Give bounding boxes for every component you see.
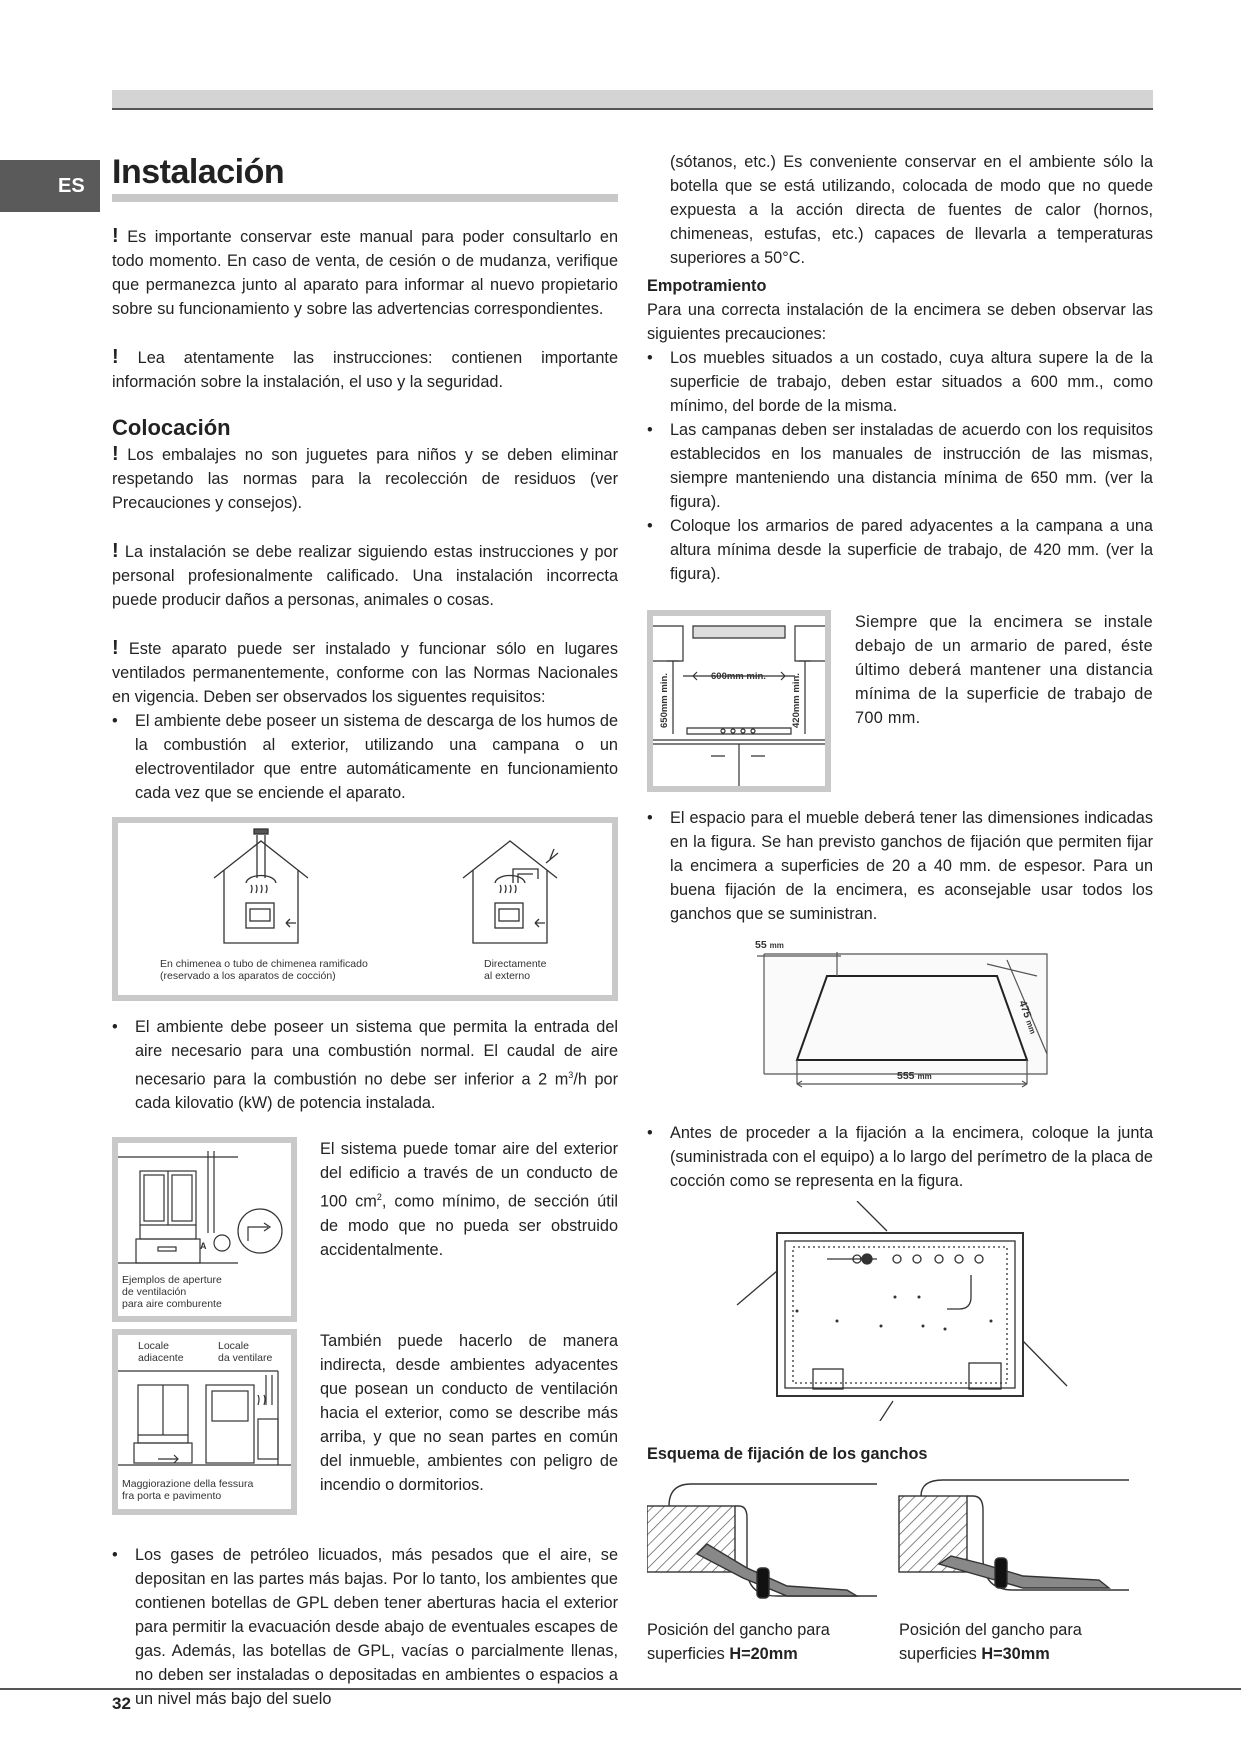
section-hook-scheme: Esquema de fijación de los ganchos: [647, 1445, 928, 1463]
left-column: [112, 150, 618, 1711]
paragraph-empotramiento: Para una correcta instalación de la encimera se deben observar las siguientes precauciones:: [647, 301, 1153, 343]
bullet-wall-cabinets: • Coloque los armarios de pared adyacentes a la campana a una altura mínima desde la superficie de trabajo, de 420 mm. (ver la figura).: [647, 514, 1153, 586]
figure-adjacent-room: [112, 1329, 297, 1515]
paragraph-manual: ! Es importante conservar este manual para poder consultarlo en todo momento. En caso de venta, de cesión o de mudanza, verifique que permanezca junto al aparato para informar al nuevo propietario sobre su funcionamiento y sobre las advertencias correspondientes.: [112, 225, 619, 318]
right-column-lower: [647, 274, 1153, 1670]
hook-caption-30mm: Posición del gancho para superficies H=30mm: [899, 1621, 1082, 1663]
dim-600: 600mm min.: [711, 671, 766, 682]
paragraph-qualified-personnel: ! La instalación se debe realizar siguiendo estas instrucciones y por personal profesionalmente calificado. Una instalación incorrecta puede producir daños a personas, animales o cosas.: [112, 540, 618, 609]
bullet-cutout-dimensions: • El espacio para el mueble deberá tener las dimensiones indicadas en la figura. Se han previsto ganchos de fijación que permiten fijar la encimera a superficies de 20 a 40 mm. de espesor. Para un buena fijación de la encimera, es aconsejable usar todos los ganchos que se suministran.: [647, 806, 1153, 926]
hook-diagrams: [647, 1478, 1153, 1618]
dim-420: 420mm min.: [791, 673, 802, 728]
fig1-caption-left-1: En chimenea o tubo de chimenea ramificado: [160, 958, 368, 970]
fig3-label-1b: adiacente: [138, 1352, 184, 1365]
header-bar: [112, 90, 1153, 110]
paragraph-read-instructions: ! Lea atentamente las instrucciones: contienen importante información sobre la instalación, el uso y la seguridad.: [112, 346, 618, 391]
paragraph-indirect-air: También puede hacerlo de manera indirecta, desde ambientes adyacentes que posean un conducto de ventilación hacia el exterior, como se describe más arriba, y que no sean partes en común del inmueble, ambientes con peligro de incendio o dormitorios.: [320, 1332, 618, 1495]
chimney-diagram: [118, 823, 612, 995]
figure-chimney: [112, 817, 618, 1001]
paragraph-packaging: ! Los embalajes no son juguetes para niños y se deben eliminar respetando las normas para la recolección de residuos (ver Precauciones y consejos).: [112, 443, 618, 512]
figure-clearances: [647, 610, 831, 792]
paragraph-exterior-air: El sistema puede tomar aire del exterior del edificio a través de un conducto de 100 $cm^2$, como mínimo, de sección útil de modo que no pueda ser obstruido accidentalmente.: [320, 1140, 618, 1259]
fig2-caption-1: Ejemplos de aperture: [122, 1274, 222, 1287]
page-number: 32: [112, 1694, 131, 1713]
bullet-smoke-exhaust: • El ambiente debe poseer un sistema de descarga de los humos de la combustión al exterior, utilizando una campana o un electroventilador que entre automáticamente en funcionamiento cada vez que se enciende el aparato.: [112, 709, 618, 805]
figure-ventilation-openings: [112, 1137, 297, 1322]
section-colocacion: Colocación: [112, 415, 231, 440]
fig1-caption-right-1: Directamente: [484, 958, 547, 970]
fig2-caption-2: de ventilación: [122, 1286, 187, 1299]
paragraph-700mm: Siempre que la encimera se instale debajo de un armario de pared, éste último deberá mantener una distancia mínima de la superficie de trabajo de 700 mm.: [855, 613, 1153, 727]
language-tab: ES: [0, 160, 100, 212]
dim-555: 555 mm: [897, 1070, 932, 1082]
bullet-lpg: • Los gases de petróleo licuados, más pesados que el aire, se depositan en las partes más bajas. Por lo tanto, los ambientes que contienen botellas de GPL deben tener aberturas hacia el exterior para permitir la evacuación desde abajo de eventuales escapes de gas. Además, las botellas de GPL, vacías o parcialmente llenas, no deben ser instaladas o depositadas en ambientes o espacios a un nivel más bajo del suelo: [112, 1543, 618, 1711]
right-column: [647, 150, 1153, 270]
bullet-hoods: • Las campanas deben ser instaladas de acuerdo con los requisitos establecidos en los manuales de instrucción de las mismas, siempre manteniendo una distancia mínima de 650 mm. (ver la figura).: [647, 418, 1153, 514]
footer-line: [0, 1688, 1241, 1690]
bullet-gasket: • Antes de proceder a la fijación a la encimera, coloque la junta (suministrada con el equipo) a lo largo del perímetro de la placa de cocción como se representa en la figura.: [647, 1121, 1153, 1193]
fig1-caption-right-2: al externo: [484, 970, 531, 982]
fig3-caption-1: Maggiorazione della fessura: [122, 1478, 254, 1491]
fig2-caption-3: para aire comburente: [122, 1298, 222, 1311]
fig3-label-2a: Locale: [218, 1340, 249, 1353]
fig2-label-a: A: [200, 1241, 207, 1252]
cutout-dimensions-diagram: [647, 934, 1153, 1104]
bullet-side-furniture: • Los muebles situados a un costado, cuya altura supere la de la superficie de trabajo, deben estar situados a 600 mm., como mínimo, del borde de la misma.: [647, 346, 1153, 418]
page-title: Instalación: [112, 150, 618, 202]
paragraph-lpg-continued: (sótanos, etc.) Es conveniente conservar en el ambiente sólo la botella que se está utilizando, colocada de modo que no quede expuesta a la acción directa de fuentes de calor (hornos, chimeneas, estufas, etc.) capaces de llevarla a temperaturas superiores a 50°C.: [670, 153, 1153, 267]
fig3-label-2b: da ventilare: [218, 1352, 273, 1365]
bullet-air-intake: • El ambiente debe poseer un sistema que permita la entrada del aire necesario para una combustión normal. El caudal de aire necesario para la combustión no debe ser inferior a 2 $m^3/h$ por cada kilovatio (kW) de potencia instalada.: [112, 1015, 618, 1115]
hook-caption-20mm: Posición del gancho para superficies H=20mm: [647, 1621, 830, 1663]
dim-650: 650mm min.: [659, 673, 670, 728]
dim-475: 475 mm: [1016, 998, 1038, 1036]
fig3-caption-2: fra porta e pavimento: [122, 1490, 222, 1503]
section-empotramiento: Empotramiento: [647, 277, 767, 295]
fig3-label-1a: Locale: [138, 1340, 169, 1353]
hob-gasket-diagram: [647, 1201, 1153, 1421]
dim-55: 55 mm: [755, 939, 784, 951]
paragraph-ventilation: ! Este aparato puede ser instalado y funcionar sólo en lugares ventilados permanentemente, conforme con las Normas Nacionales en vigencia. Deben ser observados los siguentes requisitos:: [112, 637, 618, 706]
fig1-caption-left-2: (reservado a los aparatos de cocción): [160, 970, 336, 982]
